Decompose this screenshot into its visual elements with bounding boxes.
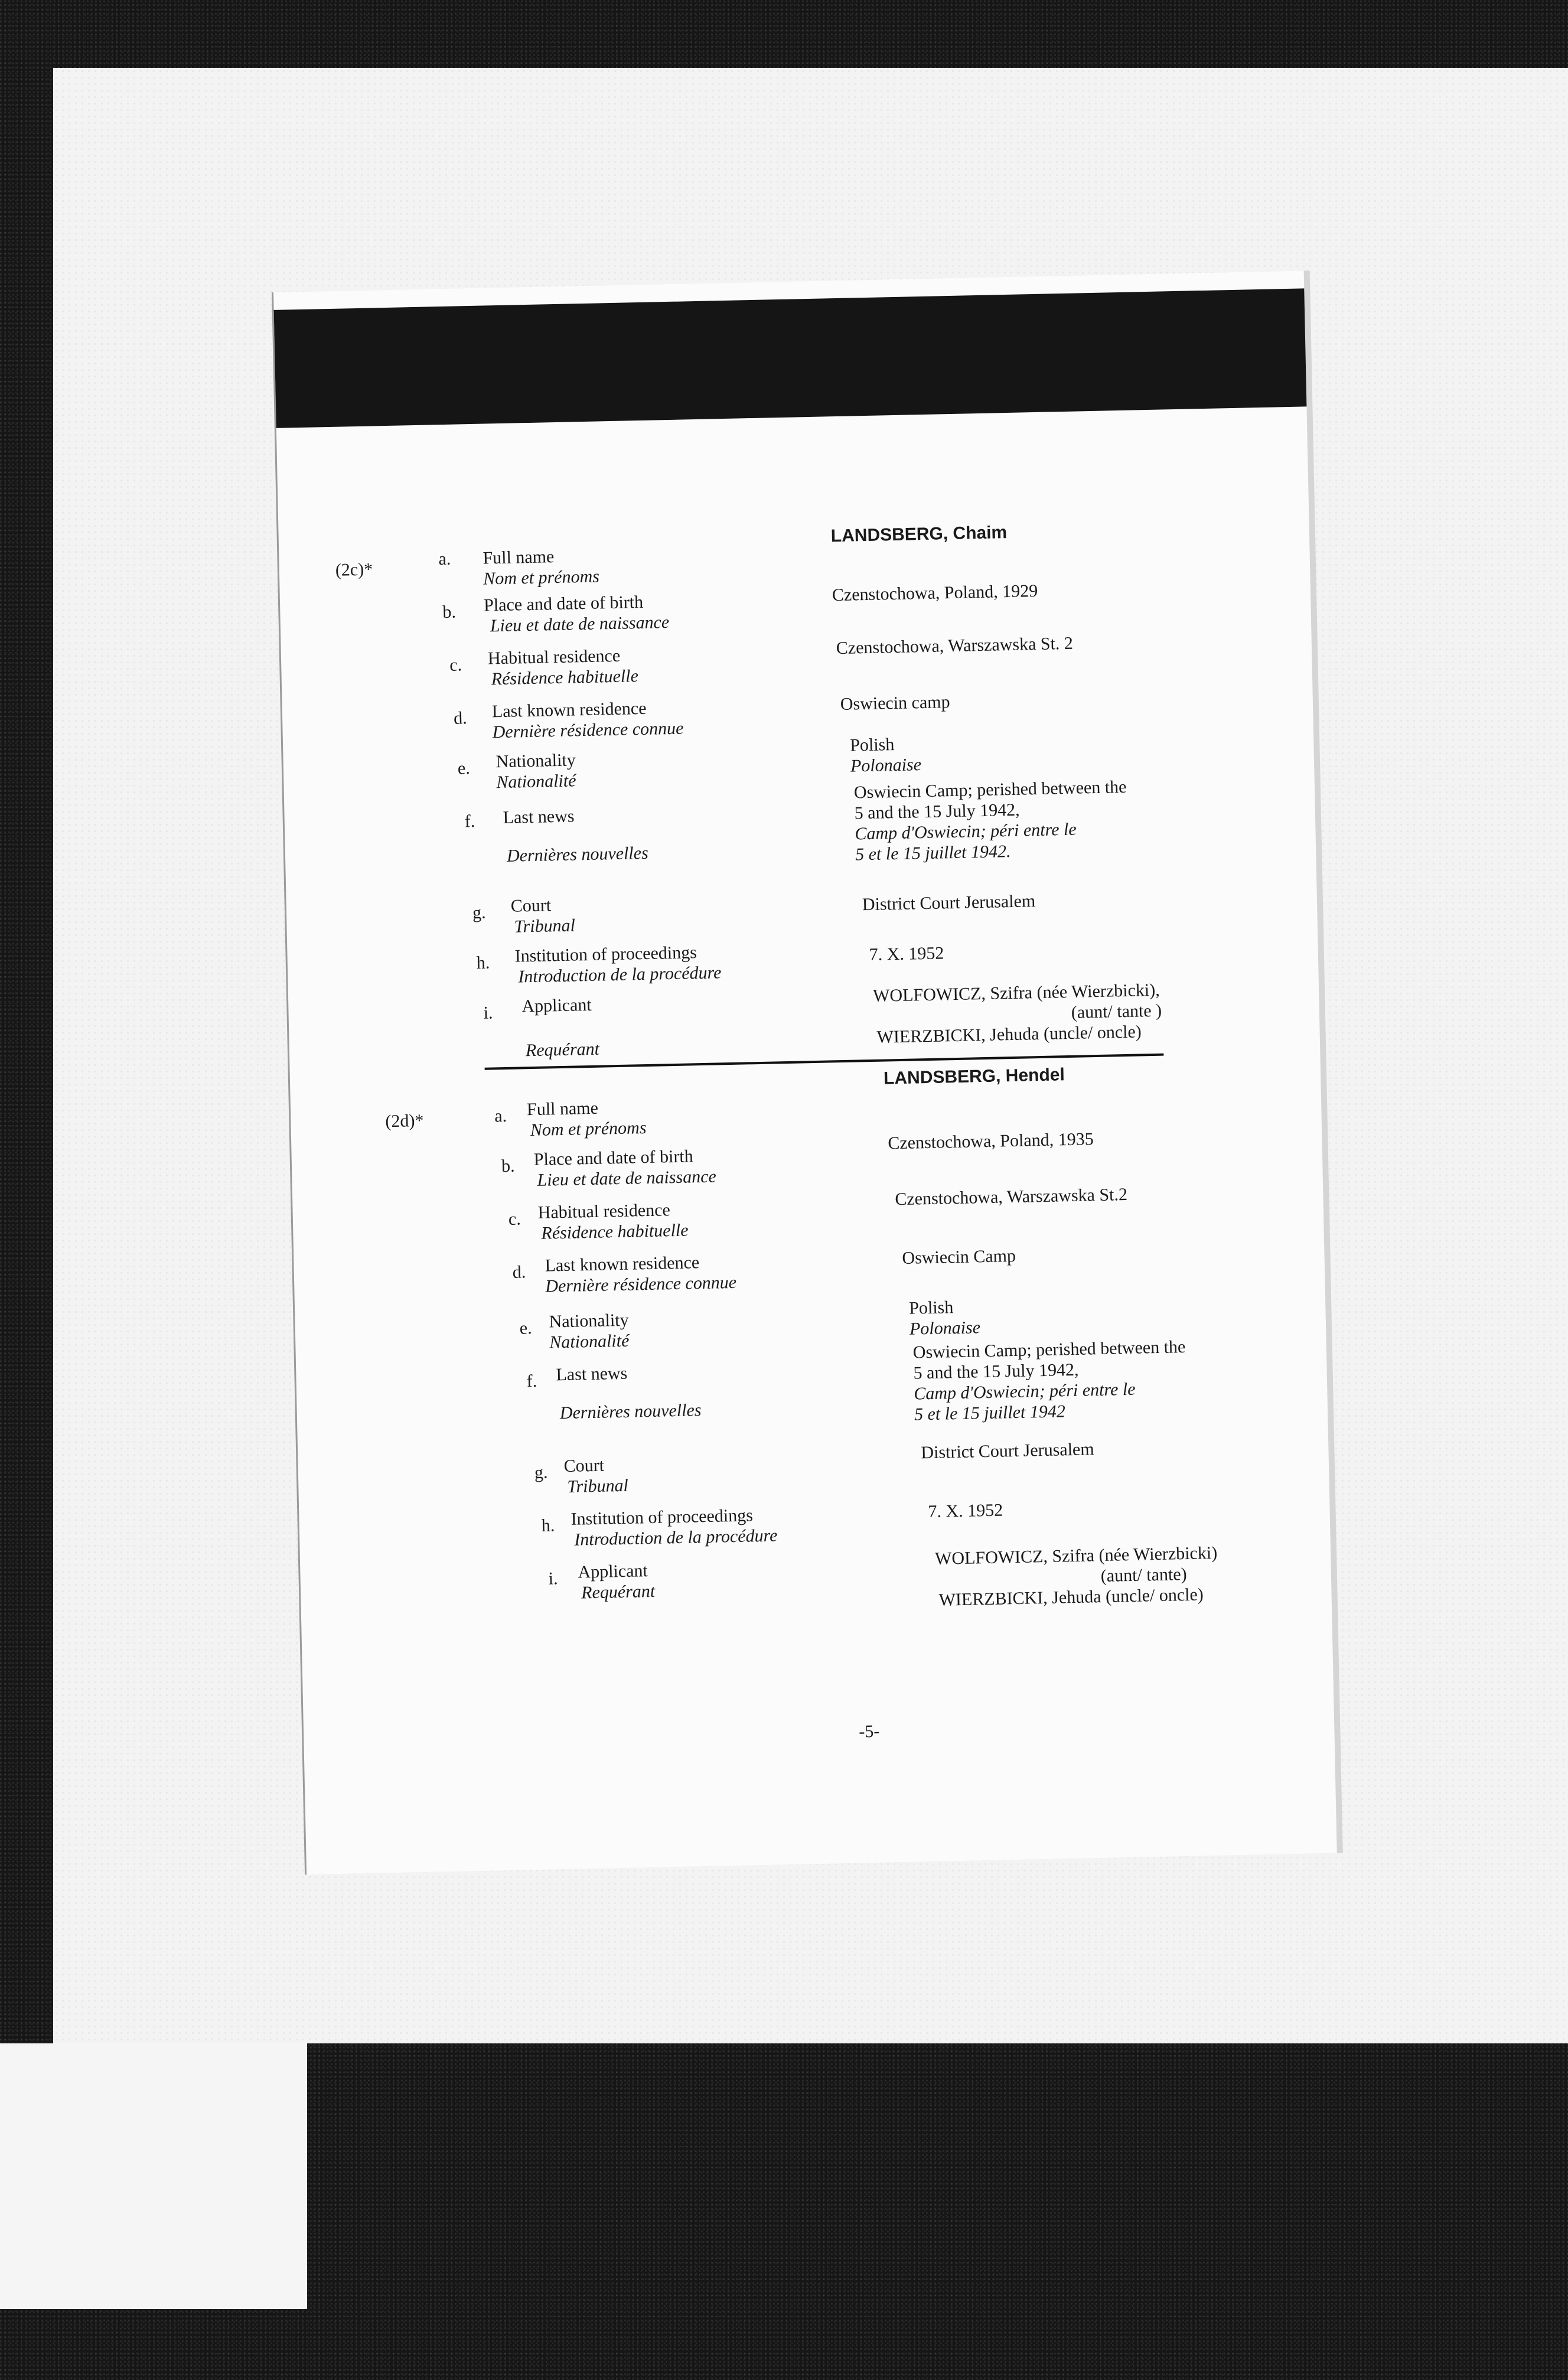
field-value: (aunt/ tante ) [1071, 1000, 1162, 1022]
paper-strip [0, 2043, 307, 2309]
field-value: Polish [849, 735, 895, 755]
field-letter: e. [457, 758, 471, 778]
field-label-en: Court [510, 895, 552, 916]
field-label-en: Habitual residence [487, 645, 621, 669]
field-label-en: Full name [526, 1098, 599, 1120]
field-letter: f. [464, 811, 475, 832]
field-value: LANDSBERG, Chaim [830, 523, 1008, 546]
document-page [272, 270, 1337, 1874]
header-bar [274, 288, 1307, 428]
field-label-fr: Résidence habituelle [491, 666, 639, 689]
field-label-en: Last known residence [491, 698, 647, 722]
field-value: Czenstochowa, Warszawska St. 2 [836, 633, 1074, 658]
field-label-fr: Nationalité [496, 771, 576, 793]
field-label-fr: Dernières nouvelles [559, 1400, 702, 1423]
field-value: Polonaise [909, 1318, 981, 1339]
page-number: -5- [858, 1721, 880, 1742]
field-letter: a. [494, 1106, 507, 1126]
field-value: Oswiecin camp [840, 692, 950, 714]
field-letter: e. [519, 1318, 532, 1338]
field-value: Czenstochowa, Warszawska St.2 [895, 1184, 1128, 1209]
field-letter: c. [449, 655, 462, 675]
field-label-fr: Lieu et date de naissance [537, 1166, 717, 1190]
field-value: WIERZBICKI, Jehuda (uncle/ oncle) [876, 1022, 1142, 1047]
field-letter: f. [526, 1371, 537, 1391]
field-label-en: Court [563, 1455, 605, 1476]
field-value: 5 and the 15 July 1942, [854, 800, 1020, 823]
field-label-fr: Introduction de la procédure [574, 1525, 778, 1550]
field-value: District Court Jerusalem [921, 1439, 1094, 1463]
field-value: Polonaise [850, 755, 922, 776]
field-label-fr: Nom et prénoms [530, 1118, 647, 1140]
field-label-fr: Nom et prénoms [483, 566, 600, 589]
field-label-en: Institution of proceedings [514, 943, 697, 966]
field-label-en: Place and date of birth [533, 1146, 694, 1170]
field-letter: i. [483, 1003, 493, 1023]
field-value: WOLFOWICZ, Szifra (née Wierzbicki), [872, 980, 1160, 1006]
field-label-fr: Dernière résidence connue [492, 718, 684, 742]
field-label-en: Habitual residence [537, 1200, 671, 1222]
field-label-fr: Résidence habituelle [541, 1220, 689, 1243]
field-value: District Court Jerusalem [862, 891, 1036, 915]
field-label-en: Last news [556, 1363, 628, 1385]
field-value: Camp d'Oswiecin; péri entre le [855, 819, 1077, 844]
field-label-fr: Tribunal [514, 915, 576, 937]
field-value: Czenstochowa, Poland, 1929 [832, 581, 1038, 605]
field-letter: g. [472, 902, 486, 923]
field-label-fr: Lieu et date de naissance [490, 612, 670, 636]
field-letter: h. [476, 953, 490, 973]
field-label-fr: Dernière résidence connue [545, 1272, 737, 1296]
field-letter: d. [453, 708, 468, 728]
field-label-en: Place and date of birth [483, 592, 644, 615]
field-label-en: Institution of proceedings [571, 1505, 754, 1529]
field-label-en: Nationality [549, 1310, 629, 1332]
field-value: 5 et le 15 juillet 1942. [855, 842, 1011, 865]
field-value: (aunt/ tante) [1100, 1564, 1187, 1586]
record-id: (2d)* [385, 1110, 424, 1132]
field-letter: a. [438, 549, 451, 569]
field-value: Polish [908, 1297, 954, 1318]
field-label-fr: Requérant [581, 1581, 656, 1603]
field-label-en: Full name [483, 547, 555, 568]
field-label-en: Last known residence [545, 1253, 700, 1276]
field-letter: g. [534, 1462, 548, 1483]
field-value: Oswiecin Camp [902, 1246, 1016, 1268]
field-label-en: Nationality [495, 750, 576, 772]
field-value: 5 and the 15 July 1942, [913, 1359, 1079, 1383]
field-letter: c. [508, 1209, 521, 1229]
field-value: Oswiecin Camp; perished between the [912, 1336, 1186, 1362]
field-value: WOLFOWICZ, Szifra (née Wierzbicki) [934, 1543, 1218, 1569]
field-value: WIERZBICKI, Jehuda (uncle/ oncle) [938, 1585, 1204, 1610]
field-label-fr: Nationalité [549, 1331, 630, 1352]
field-label-fr: Requérant [525, 1039, 600, 1061]
field-label-fr: Dernières nouvelles [506, 843, 649, 866]
field-label-fr: Tribunal [567, 1475, 629, 1497]
field-label-en: Applicant [578, 1561, 648, 1582]
field-label-fr: Introduction de la procédure [518, 963, 722, 987]
field-value: Czenstochowa, Poland, 1935 [888, 1129, 1094, 1153]
field-value: Oswiecin Camp; perished between the [853, 777, 1127, 803]
field-value: Camp d'Oswiecin; péri entre le [913, 1379, 1136, 1404]
field-letter: b. [442, 602, 457, 622]
field-value: 7. X. 1952 [928, 1500, 1003, 1522]
field-letter: b. [501, 1156, 515, 1176]
field-value: 7. X. 1952 [869, 943, 944, 965]
field-letter: d. [512, 1262, 526, 1282]
field-label-en: Last news [503, 806, 575, 827]
field-letter: h. [541, 1515, 555, 1535]
record-id: (2c)* [335, 559, 373, 580]
field-value: LANDSBERG, Hendel [883, 1065, 1065, 1088]
field-value: 5 et le 15 juillet 1942 [914, 1401, 1066, 1424]
field-label-en: Applicant [521, 995, 592, 1016]
field-letter: i. [548, 1569, 558, 1589]
